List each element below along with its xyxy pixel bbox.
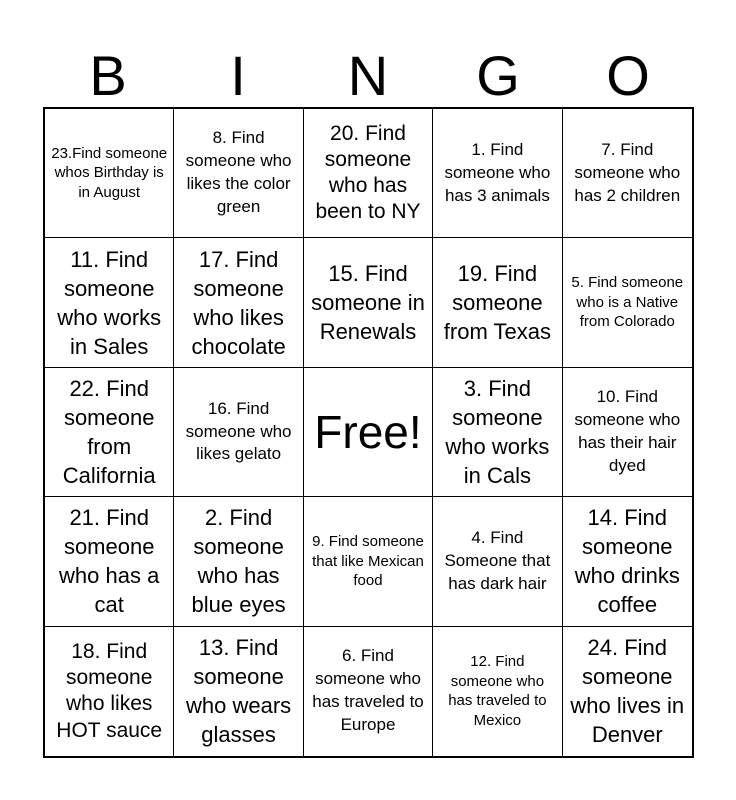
bingo-cell-r3-c5[interactable]: 10. Find someone who has their hair dyed bbox=[563, 368, 692, 497]
bingo-cell-r3-c1[interactable]: 22. Find someone from California bbox=[45, 368, 174, 497]
free-space[interactable]: Free! bbox=[304, 368, 433, 497]
bingo-cell-r1-c1[interactable]: 23.Find someone whos Birthday is in August bbox=[45, 109, 174, 238]
bingo-cell-r1-c3[interactable]: 20. Find someone who has been to NY bbox=[304, 109, 433, 238]
bingo-cell-r5-c2[interactable]: 13. Find someone who wears glasses bbox=[174, 627, 303, 756]
bingo-cell-r4-c5[interactable]: 14. Find someone who drinks coffee bbox=[563, 497, 692, 626]
bingo-cell-r5-c4[interactable]: 12. Find someone who has traveled to Mexico bbox=[433, 627, 562, 756]
bingo-cell-r1-c4[interactable]: 1. Find someone who has 3 animals bbox=[433, 109, 562, 238]
header-letter-g: G bbox=[476, 44, 520, 107]
bingo-cell-r4-c1[interactable]: 21. Find someone who has a cat bbox=[45, 497, 174, 626]
bingo-cell-r2-c2[interactable]: 17. Find someone who likes chocolate bbox=[174, 238, 303, 367]
bingo-cell-r1-c2[interactable]: 8. Find someone who likes the color green bbox=[174, 109, 303, 238]
bingo-cell-r5-c3[interactable]: 6. Find someone who has traveled to Europe bbox=[304, 627, 433, 756]
bingo-cell-r4-c2[interactable]: 2. Find someone who has blue eyes bbox=[174, 497, 303, 626]
bingo-cell-r2-c4[interactable]: 19. Find someone from Texas bbox=[433, 238, 562, 367]
bingo-cell-r4-c3[interactable]: 9. Find someone that like Mexican food bbox=[304, 497, 433, 626]
bingo-cell-r2-c3[interactable]: 15. Find someone in Renewals bbox=[304, 238, 433, 367]
bingo-cell-r5-c1[interactable]: 18. Find someone who likes HOT sauce bbox=[45, 627, 174, 756]
bingo-cell-r2-c5[interactable]: 5. Find someone who is a Native from Colorado bbox=[563, 238, 692, 367]
bingo-cell-r5-c5[interactable]: 24. Find someone who lives in Denver bbox=[570, 635, 685, 748]
header-letter-o: O bbox=[606, 44, 650, 107]
bingo-cell-r3-c4[interactable]: 3. Find someone who works in Cals bbox=[433, 368, 562, 497]
header-letter-b: B bbox=[89, 44, 127, 107]
bingo-cell-r2-c1[interactable]: 11. Find someone who works in Sales bbox=[45, 238, 174, 367]
header-letter-i: I bbox=[230, 44, 246, 107]
bingo-cell-r3-c2[interactable]: 16. Find someone who likes gelato bbox=[174, 368, 303, 497]
bingo-cell-r4-c4[interactable]: 4. Find Someone that has dark hair bbox=[433, 497, 562, 626]
header-letter-n: N bbox=[347, 44, 389, 107]
bingo-cell-r1-c5[interactable]: 7. Find someone who has 2 children bbox=[563, 109, 692, 238]
bingo-header bbox=[43, 44, 693, 108]
bingo-board bbox=[43, 107, 694, 758]
